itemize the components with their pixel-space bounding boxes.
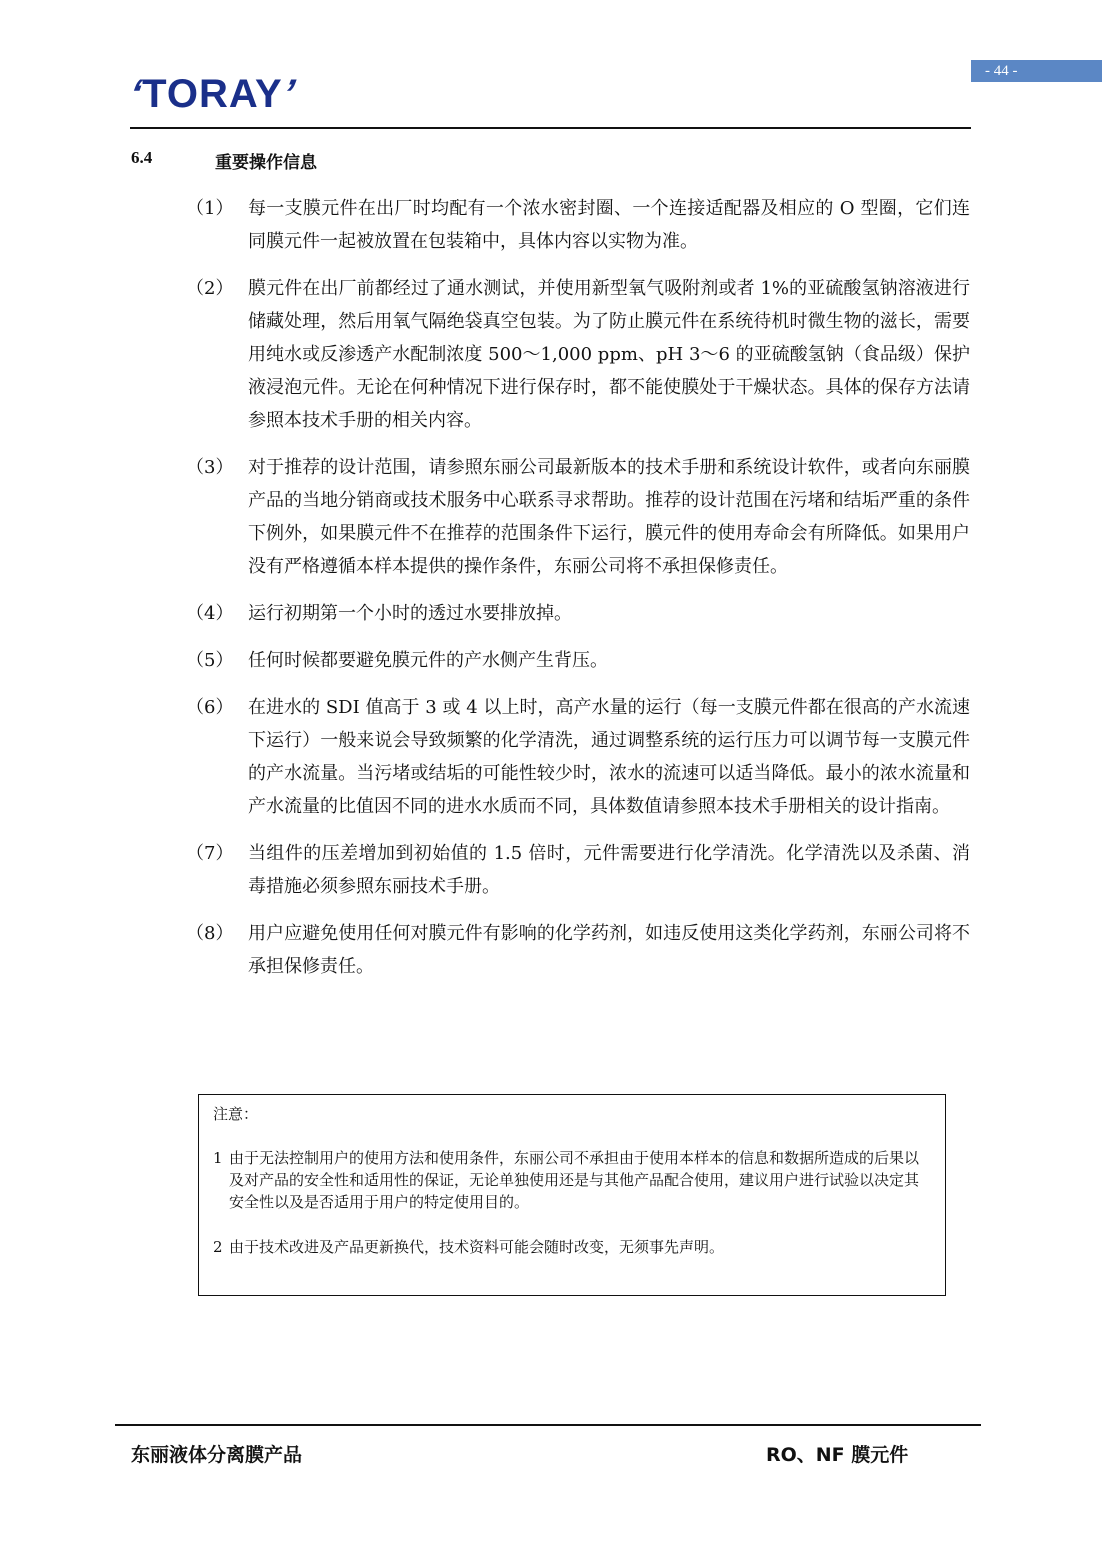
item-text: 任何时候都要避免膜元件的产水侧产生背压。 [248,650,608,671]
footer-product-line: 东丽液体分离膜产品 [131,1444,303,1466]
footer-divider [115,1424,981,1426]
note-box [198,1094,946,1296]
item-marker: （3） [186,457,234,478]
toray-logo: ‘TORAY’ [121,72,303,116]
item-marker: （7） [186,843,234,864]
item-marker: （1） [186,198,234,219]
page-number-badge [971,60,1102,82]
item-marker: （2） [186,278,234,299]
item-text: 膜元件在出厂前都经过了通水测试，并使用新型氧气吸附剂或者 1%的亚硫酸氢钠溶液进行储藏处理，然后用氧气隔绝袋真空包装。为了防止膜元件在系统待机时微生物的滋长，需要用纯水或反渗透产水配制浓度 500～1,000 ppm、pH 3～6 的亚硫酸氢钠（食品级）保护液浸泡元件。无论在何种情况下进行保存时，都不能使膜处于干燥状态。具体的保存方法请参照本技术手册的相关内容。 [248,278,970,431]
list-item [186,837,970,903]
list-item [186,192,970,258]
item-marker: （8） [186,923,234,944]
item-marker: （5） [186,650,234,671]
header-divider [130,127,971,129]
item-text: 运行初期第一个小时的透过水要排放掉。 [248,603,572,624]
section-title: 重要操作信息 [215,153,317,173]
list-item [186,272,970,437]
list-item [186,644,970,677]
item-text: 每一支膜元件在出厂时均配有一个浓水密封圈、一个连接适配器及相应的 O 型圈，它们连同膜元件一起被放置在包装箱中，具体内容以实物为准。 [248,198,970,252]
logo-text: TORAY [142,72,283,116]
footer-product-type: RO、NF 膜元件 [766,1444,909,1466]
item-text: 在进水的 SDI 值高于 3 或 4 以上时，高产水量的运行（每一支膜元件都在很高的产水流速下运行）一般来说会导致频繁的化学清洗，通过调整系统的运行压力可以调节每一支膜元件的产水流量。当污堵或结垢的可能性较少时，浓水的流速可以适当降低。最小的浓水流量和产水流量的比值因不同的进水水质而不同，具体数值请参照本技术手册相关的设计指南。 [248,697,970,817]
list-item [186,691,970,823]
note-text: 由于无法控制用户的使用方法和使用条件，东丽公司不承担由于使用本样本的信息和数据所造成的后果以及对产品的安全性和适用性的保证，无论单独使用还是与其他产品配合使用，建议用户进行试验以决定其安全性以及是否适用于用户的特定使用目的。 [229,1149,920,1211]
item-marker: （4） [186,603,234,624]
note-text: 由于技术改进及产品更新换代，技术资料可能会随时改变，无须事先声明。 [229,1238,725,1256]
note-title: 注意： [213,1105,259,1123]
item-text: 对于推荐的设计范围，请参照东丽公司最新版本的技术手册和系统设计软件，或者向东丽膜产品的当地分销商或技术服务中心联系寻求帮助。推荐的设计范围在污堵和结垢严重的条件下例外，如果膜元件不在推荐的范围条件下运行，膜元件的使用寿命会有所降低。如果用户没有严格遵循本样本提供的操作条件，东丽公司将不承担保修责任。 [248,457,970,577]
page-number: - 44 - [985,63,1018,79]
list-item [186,597,970,630]
note-line [213,1147,931,1213]
section-number: 6.4 [131,148,153,167]
item-text: 用户应避免使用任何对膜元件有影响的化学药剂，如违反使用这类化学药剂，东丽公司将不承担保修责任。 [248,923,970,977]
note-line [213,1236,931,1258]
note-number: 1 [213,1149,223,1167]
note-number: 2 [213,1238,223,1256]
item-text: 当组件的压差增加到初始值的 1.5 倍时，元件需要进行化学清洗。化学清洗以及杀菌、消毒措施必须参照东丽技术手册。 [248,843,970,897]
item-marker: （6） [186,697,234,718]
list-item [186,917,970,983]
list-item [186,451,970,583]
operation-info-list [186,192,970,997]
